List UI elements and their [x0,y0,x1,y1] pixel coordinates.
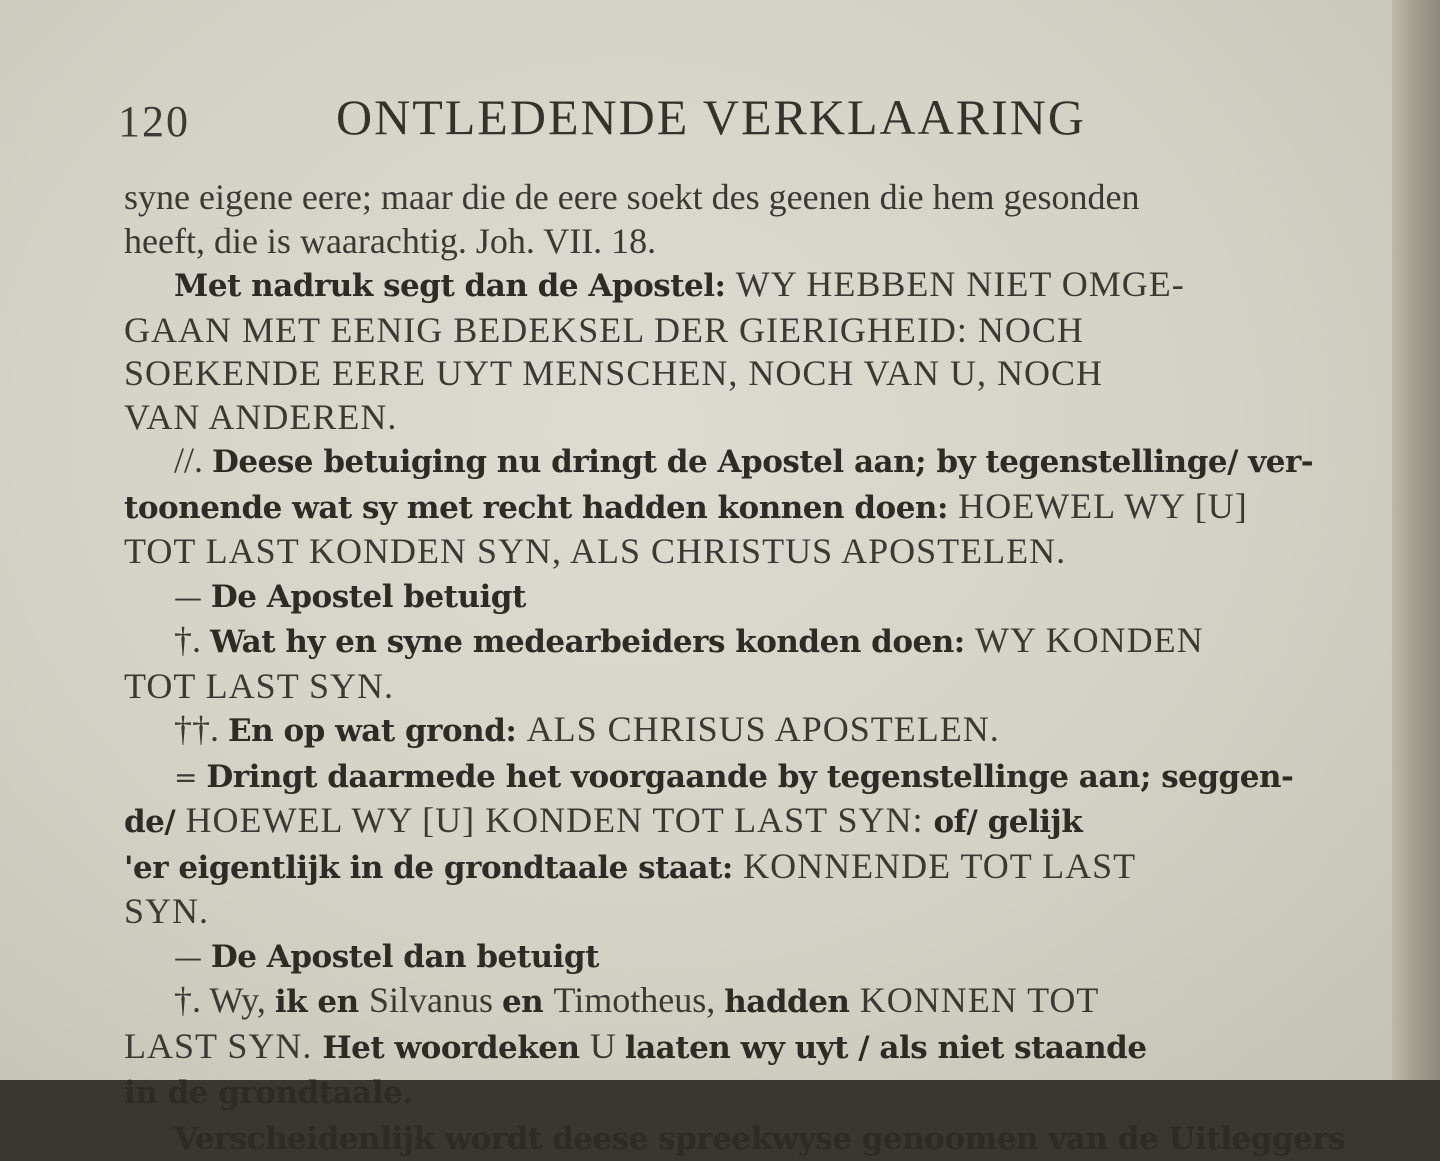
text-segment-fraktur: De Apostel betuigt [211,579,526,615]
text-segment-fraktur: de/ [124,804,186,840]
text-line [124,799,1364,845]
text-line [124,574,1364,620]
text-segment-caps: GAAN MET EENIG BEDEKSEL DER GIERIGHEID: NOCH [124,310,1084,350]
text-line [124,619,1364,665]
text-segment-fraktur: Met nadruk segt dan de Apostel: [174,268,736,304]
text-segment-roman: Timotheus, [554,980,725,1020]
text-segment-fraktur: De Apostel dan betuigt [211,939,599,975]
text-segment-fraktur: 'er eigentlijk in de grondtaale staat: [124,850,743,886]
text-segment-caps: ALS CHRISUS APOSTELEN. [527,709,1000,749]
text-segment-fraktur: ik en [275,984,369,1020]
text-segment-caps: WY KONDEN [975,620,1204,660]
text-segment-caps: WY HEBBEN NIET OMGE- [736,264,1185,304]
text-segment-fraktur: Verscheidenlijk wordt deese spreekwyse genoomen van de Uitleggers [174,1121,1345,1157]
text-line [124,439,1364,485]
text-segment-fraktur: in de grondtaale. [124,1075,412,1111]
text-line [124,1116,1364,1161]
page-header [118,88,1218,148]
text-segment-fraktur: Het woordeken [322,1030,589,1066]
text-line [124,530,1364,574]
text-segment-fraktur: toonende wat sy met recht hadden konnen doen: [124,490,958,526]
text-line [124,979,1364,1025]
text-segment-caps: HOEWEL WY [U] KONDEN TOT LAST SYN: [186,800,934,840]
text-segment-glyph: = [174,761,206,794]
text-line [124,263,1364,309]
text-segment-fraktur: Dringt daarmede het voorgaande by tegenstellinge aan; seggen- [206,759,1293,795]
text-segment-caps: KONNEN TOT [860,980,1100,1020]
text-line [124,1025,1364,1071]
text-line [124,220,1364,264]
text-line [124,845,1364,891]
text-line [124,934,1364,980]
text-line [124,708,1364,754]
text-segment-roman: †. Wy, [174,980,275,1020]
text-segment-fraktur: laaten wy uyt / als niet staande [625,1030,1147,1066]
text-segment-roman: //. [174,440,212,480]
text-line [124,485,1364,531]
body-text [124,176,1364,1161]
text-segment-caps: TOT LAST SYN. [124,666,394,706]
text-segment-fraktur: of/ gelijk [933,804,1082,840]
running-title: ONTLEDENDE VERKLAARING [336,88,1086,146]
text-segment-caps: SYN. [124,891,209,931]
text-line [124,352,1364,396]
text-segment-roman: U [590,1026,625,1066]
text-segment-fraktur: Deese betuiging nu dringt de Apostel aan; by tegenstellinge/ ver- [212,444,1313,480]
text-segment-glyph: — [174,941,211,974]
text-segment-glyph: — [174,581,211,614]
text-segment-roman: Silvanus [369,980,502,1020]
text-segment-fraktur: en [502,984,554,1020]
text-segment-roman: †. [174,620,210,660]
text-segment-caps: HOEWEL WY [U] [958,486,1248,526]
text-segment-fraktur: En op wat grond: [228,713,527,749]
page-number: 120 [118,96,190,147]
text-segment-caps: KONNENDE TOT LAST [743,846,1136,886]
text-segment-roman: heeft, die is waarachtig. Joh. VII. 18. [124,221,656,261]
text-segment-caps: LAST SYN. [124,1026,322,1066]
text-segment-roman: syne eigene eere; maar die de eere soekt des geenen die hem gesonden [124,177,1140,217]
text-line [124,396,1364,440]
text-line [124,309,1364,353]
text-line [124,754,1364,800]
text-segment-roman: ††. [174,709,228,749]
text-segment-fraktur: hadden [724,984,860,1020]
text-line [124,665,1364,709]
text-line [124,890,1364,934]
text-line [124,176,1364,220]
page-edge [1392,0,1440,1080]
text-segment-fraktur: Wat hy en syne medearbeiders konden doen: [210,624,975,660]
text-segment-caps: VAN ANDEREN. [124,397,397,437]
text-line [124,1070,1364,1116]
text-segment-caps: TOT LAST KONDEN SYN, ALS CHRISTUS APOSTELEN. [124,531,1066,571]
text-segment-caps: SOEKENDE EERE UYT MENSCHEN, NOCH VAN U, NOCH [124,353,1103,393]
